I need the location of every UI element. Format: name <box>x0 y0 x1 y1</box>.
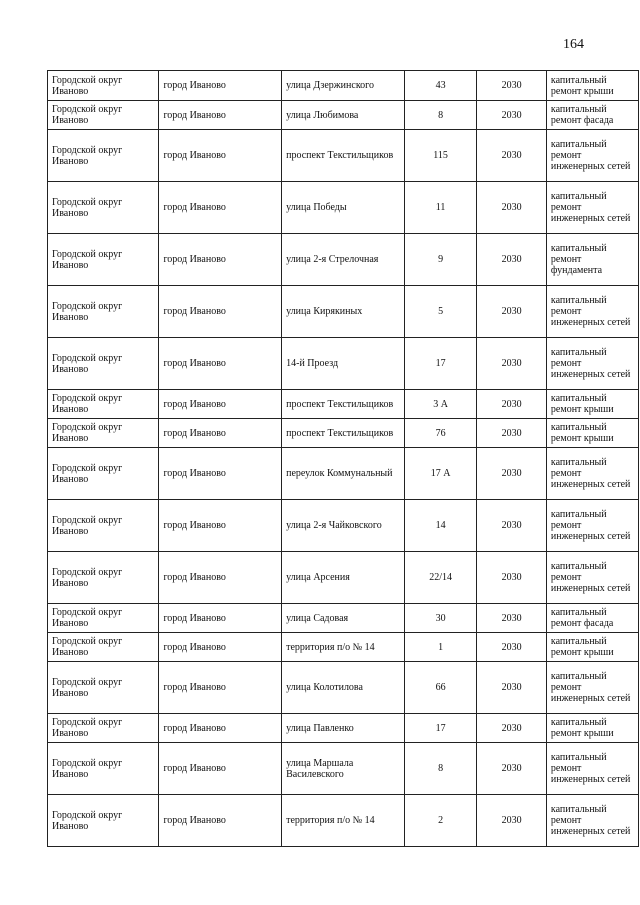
work-type-cell: капитальный ремонт фасада <box>546 604 638 633</box>
district-cell: Городской округ Иваново <box>48 390 159 419</box>
work-type-cell: капитальный ремонт инженерных сетей <box>546 182 638 234</box>
city-cell: город Иваново <box>159 795 282 847</box>
street-cell: 14-й Проезд <box>282 338 405 390</box>
table-body <box>48 71 639 847</box>
house-number-cell: 14 <box>404 500 477 552</box>
district-cell: Городской округ Иваново <box>48 552 159 604</box>
district-cell: Городской округ Иваново <box>48 101 159 130</box>
table-row <box>48 101 639 130</box>
year-cell: 2030 <box>477 500 547 552</box>
work-type-cell: капитальный ремонт инженерных сетей <box>546 286 638 338</box>
district-cell: Городской округ Иваново <box>48 338 159 390</box>
city-cell: город Иваново <box>159 286 282 338</box>
district-cell: Городской округ Иваново <box>48 604 159 633</box>
street-cell: территория п/о № 14 <box>282 795 405 847</box>
house-number-cell: 22/14 <box>404 552 477 604</box>
table-row <box>48 633 639 662</box>
city-cell: город Иваново <box>159 338 282 390</box>
table-row <box>48 714 639 743</box>
city-cell: город Иваново <box>159 182 282 234</box>
house-number-cell: 43 <box>404 71 477 101</box>
work-type-cell: капитальный ремонт инженерных сетей <box>546 448 638 500</box>
district-cell: Городской округ Иваново <box>48 743 159 795</box>
street-cell: улица 2-я Стрелочная <box>282 234 405 286</box>
city-cell: город Иваново <box>159 419 282 448</box>
house-number-cell: 30 <box>404 604 477 633</box>
district-cell: Городской округ Иваново <box>48 714 159 743</box>
street-cell: проспект Текстильщиков <box>282 390 405 419</box>
year-cell: 2030 <box>477 101 547 130</box>
table-row <box>48 390 639 419</box>
table-row <box>48 662 639 714</box>
house-number-cell: 8 <box>404 101 477 130</box>
district-cell: Городской округ Иваново <box>48 71 159 101</box>
table-row <box>48 604 639 633</box>
house-number-cell: 11 <box>404 182 477 234</box>
year-cell: 2030 <box>477 714 547 743</box>
year-cell: 2030 <box>477 633 547 662</box>
house-number-cell: 1 <box>404 633 477 662</box>
year-cell: 2030 <box>477 604 547 633</box>
street-cell: улица Любимова <box>282 101 405 130</box>
district-cell: Городской округ Иваново <box>48 500 159 552</box>
city-cell: город Иваново <box>159 633 282 662</box>
house-number-cell: 17 <box>404 338 477 390</box>
work-type-cell: капитальный ремонт фасада <box>546 101 638 130</box>
district-cell: Городской округ Иваново <box>48 286 159 338</box>
table-row <box>48 182 639 234</box>
city-cell: город Иваново <box>159 662 282 714</box>
table-row <box>48 419 639 448</box>
work-type-cell: капитальный ремонт инженерных сетей <box>546 743 638 795</box>
district-cell: Городской округ Иваново <box>48 633 159 662</box>
street-cell: улица Арсения <box>282 552 405 604</box>
table-row <box>48 338 639 390</box>
table-row <box>48 500 639 552</box>
house-number-cell: 3 А <box>404 390 477 419</box>
table-row <box>48 552 639 604</box>
city-cell: город Иваново <box>159 101 282 130</box>
table-row <box>48 743 639 795</box>
table-row <box>48 234 639 286</box>
street-cell: улица Победы <box>282 182 405 234</box>
work-type-cell: капитальный ремонт крыши <box>546 71 638 101</box>
street-cell: переулок Коммунальный <box>282 448 405 500</box>
year-cell: 2030 <box>477 182 547 234</box>
year-cell: 2030 <box>477 130 547 182</box>
street-cell: проспект Текстильщиков <box>282 130 405 182</box>
district-cell: Городской округ Иваново <box>48 419 159 448</box>
work-type-cell: капитальный ремонт крыши <box>546 419 638 448</box>
page-number: 164 <box>563 37 584 52</box>
table-row <box>48 286 639 338</box>
year-cell: 2030 <box>477 338 547 390</box>
work-type-cell: капитальный ремонт инженерных сетей <box>546 338 638 390</box>
street-cell: улица Колотилова <box>282 662 405 714</box>
street-cell: улица Дзержинского <box>282 71 405 101</box>
table-row <box>48 795 639 847</box>
year-cell: 2030 <box>477 286 547 338</box>
city-cell: город Иваново <box>159 71 282 101</box>
city-cell: город Иваново <box>159 743 282 795</box>
district-cell: Городской округ Иваново <box>48 234 159 286</box>
registry-table <box>47 70 639 847</box>
street-cell: территория п/о № 14 <box>282 633 405 662</box>
year-cell: 2030 <box>477 390 547 419</box>
house-number-cell: 17 <box>404 714 477 743</box>
house-number-cell: 115 <box>404 130 477 182</box>
work-type-cell: капитальный ремонт инженерных сетей <box>546 795 638 847</box>
table-row <box>48 130 639 182</box>
city-cell: город Иваново <box>159 130 282 182</box>
work-type-cell: капитальный ремонт крыши <box>546 390 638 419</box>
house-number-cell: 5 <box>404 286 477 338</box>
city-cell: город Иваново <box>159 390 282 419</box>
city-cell: город Иваново <box>159 448 282 500</box>
house-number-cell: 9 <box>404 234 477 286</box>
street-cell: улица Маршала Василевского <box>282 743 405 795</box>
work-type-cell: капитальный ремонт крыши <box>546 633 638 662</box>
year-cell: 2030 <box>477 234 547 286</box>
year-cell: 2030 <box>477 419 547 448</box>
table-row <box>48 448 639 500</box>
house-number-cell: 2 <box>404 795 477 847</box>
house-number-cell: 66 <box>404 662 477 714</box>
year-cell: 2030 <box>477 552 547 604</box>
year-cell: 2030 <box>477 71 547 101</box>
house-number-cell: 76 <box>404 419 477 448</box>
district-cell: Городской округ Иваново <box>48 182 159 234</box>
street-cell: улица 2-я Чайковского <box>282 500 405 552</box>
street-cell: улица Садовая <box>282 604 405 633</box>
city-cell: город Иваново <box>159 552 282 604</box>
house-number-cell: 8 <box>404 743 477 795</box>
year-cell: 2030 <box>477 448 547 500</box>
work-type-cell: капитальный ремонт инженерных сетей <box>546 130 638 182</box>
city-cell: город Иваново <box>159 604 282 633</box>
year-cell: 2030 <box>477 743 547 795</box>
street-cell: улица Кирякиных <box>282 286 405 338</box>
house-number-cell: 17 А <box>404 448 477 500</box>
district-cell: Городской округ Иваново <box>48 130 159 182</box>
district-cell: Городской округ Иваново <box>48 448 159 500</box>
street-cell: улица Павленко <box>282 714 405 743</box>
work-type-cell: капитальный ремонт инженерных сетей <box>546 662 638 714</box>
work-type-cell: капитальный ремонт инженерных сетей <box>546 552 638 604</box>
city-cell: город Иваново <box>159 234 282 286</box>
year-cell: 2030 <box>477 662 547 714</box>
city-cell: город Иваново <box>159 714 282 743</box>
year-cell: 2030 <box>477 795 547 847</box>
table-row <box>48 71 639 101</box>
district-cell: Городской округ Иваново <box>48 662 159 714</box>
work-type-cell: капитальный ремонт инженерных сетей <box>546 500 638 552</box>
work-type-cell: капитальный ремонт крыши <box>546 714 638 743</box>
street-cell: проспект Текстильщиков <box>282 419 405 448</box>
city-cell: город Иваново <box>159 500 282 552</box>
district-cell: Городской округ Иваново <box>48 795 159 847</box>
work-type-cell: капитальный ремонт фундамента <box>546 234 638 286</box>
